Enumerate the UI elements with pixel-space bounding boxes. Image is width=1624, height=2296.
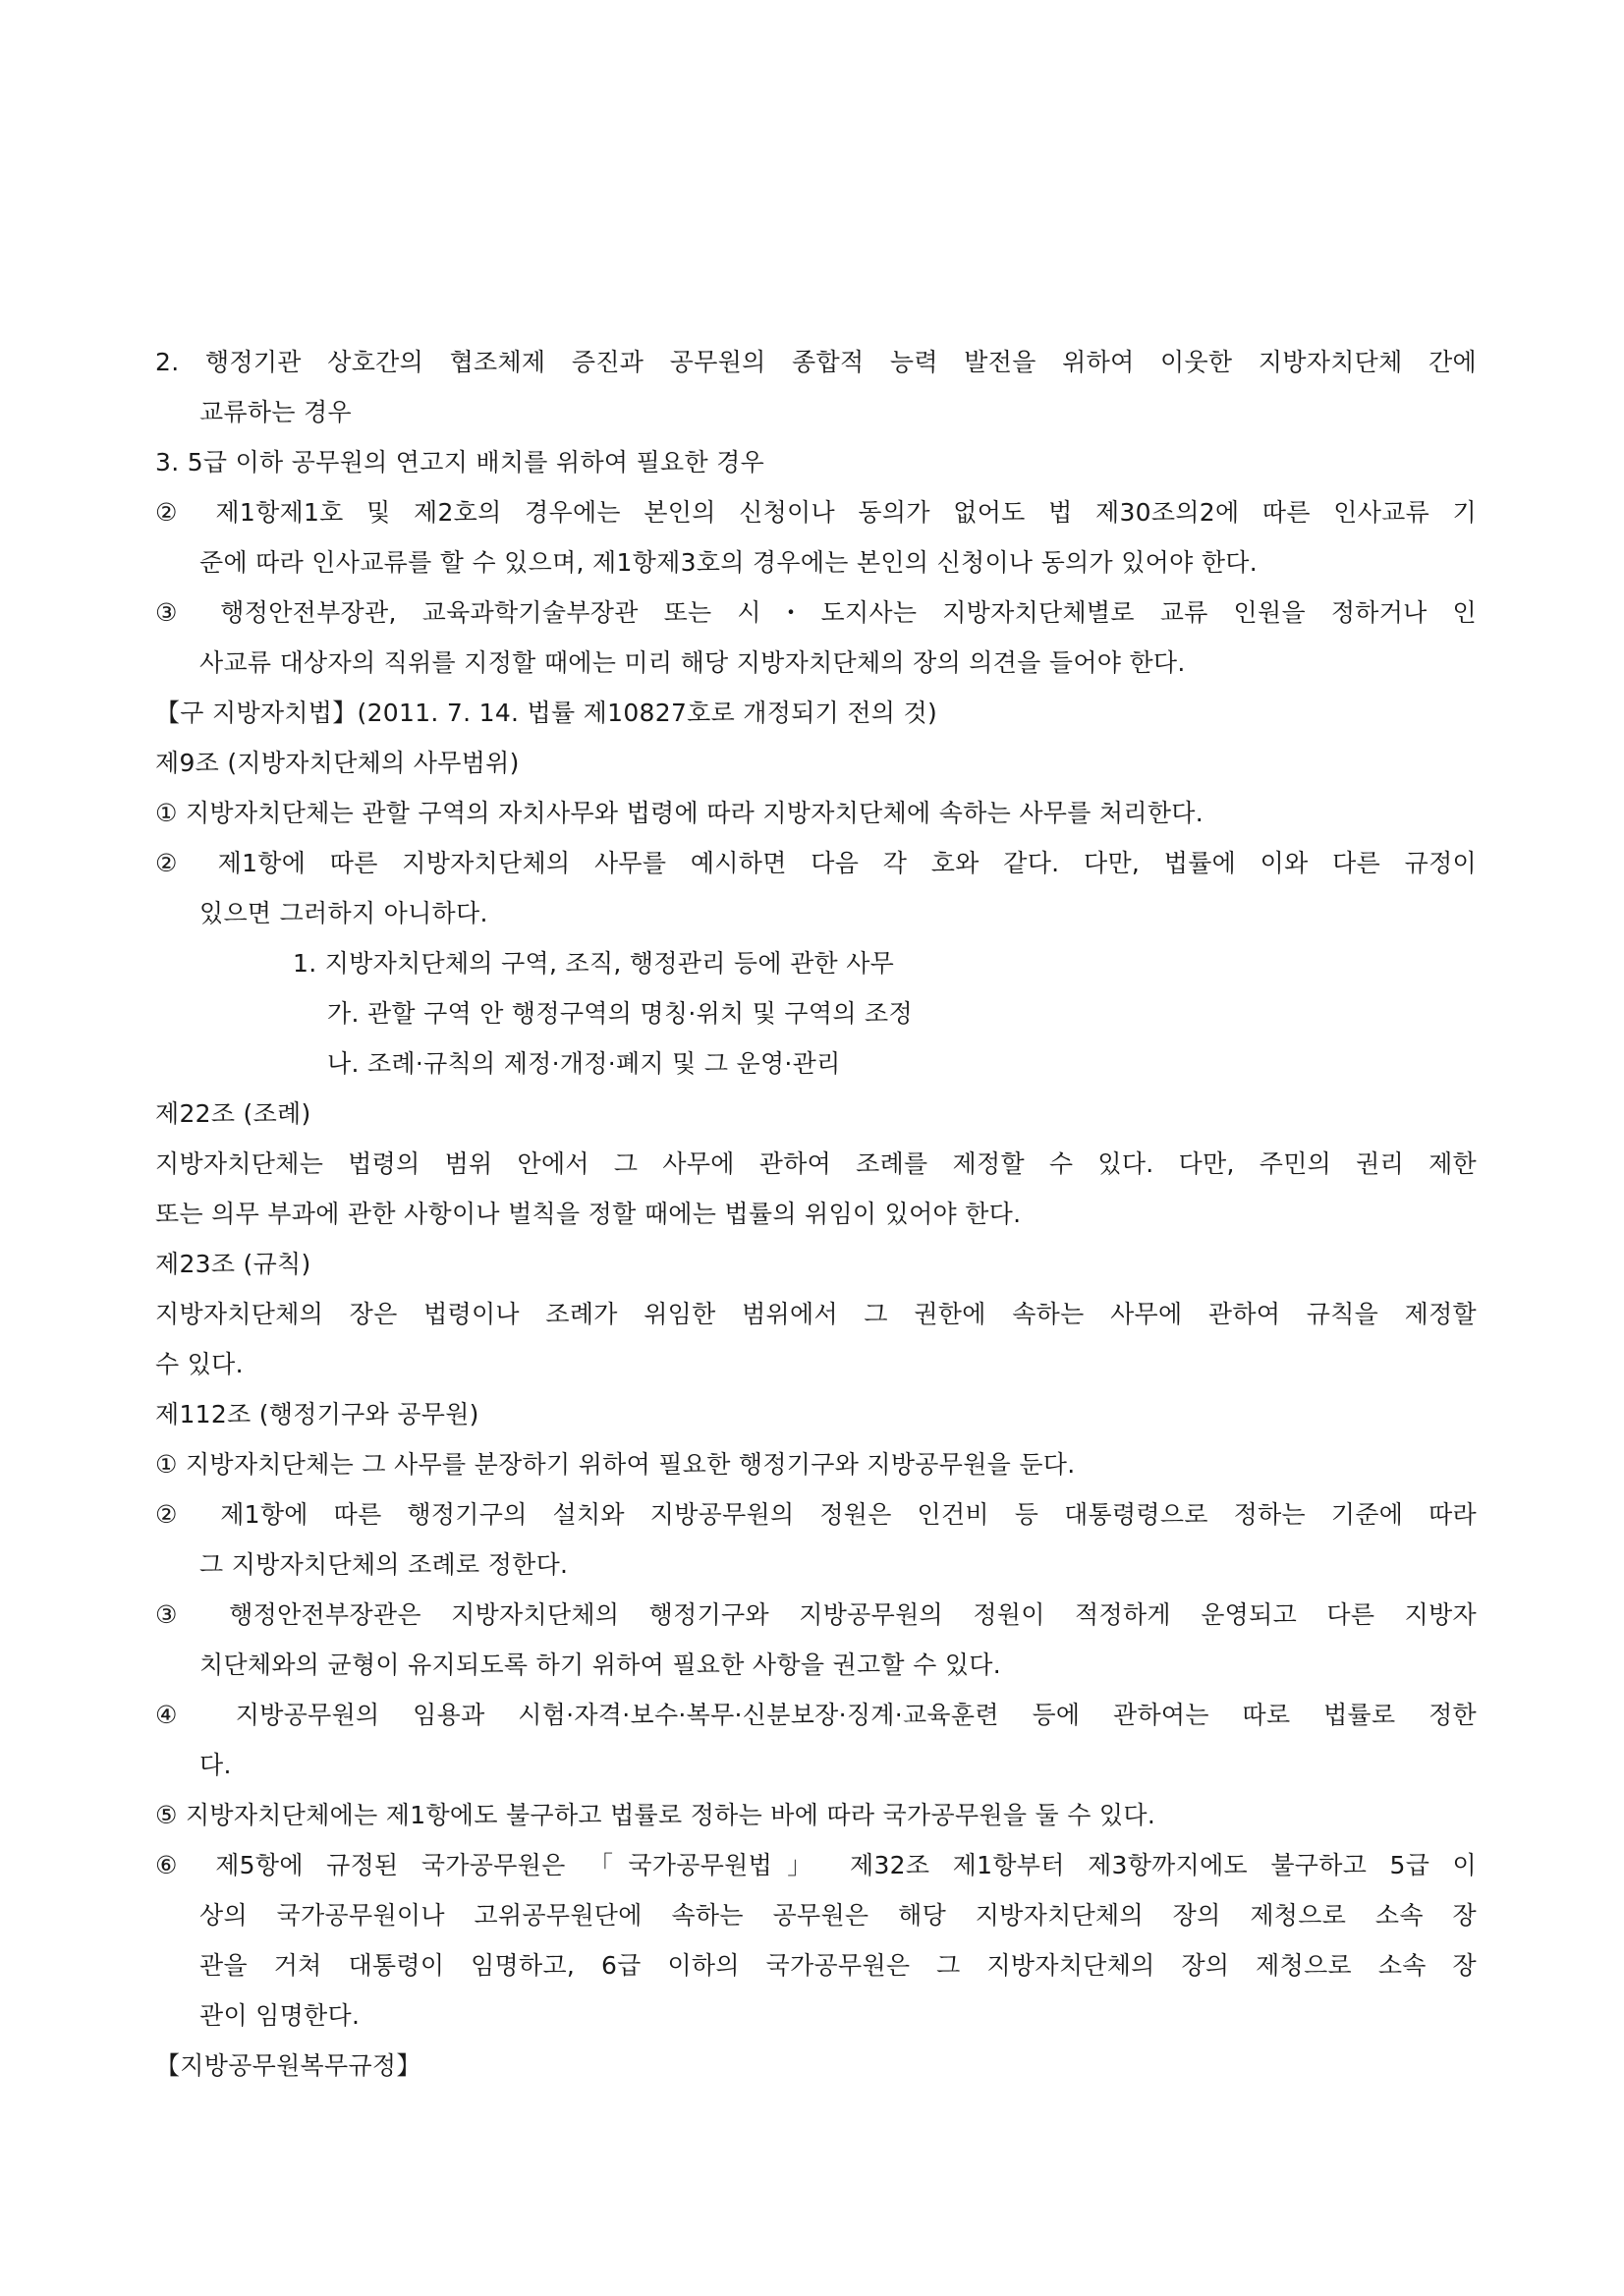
section-heading-local-autonomy-act: 【구 지방자치법】(2011. 7. 14. 법률 제10827호로 개정되기 전의 것) [155, 699, 937, 727]
article-112-paragraph-5: ⑤ 지방자치단체에는 제1항에도 불구하고 법률로 정하는 바에 따라 국가공무원을 둘 수 있다. [155, 1801, 1156, 1829]
article-112-paragraph-2-continuation: 그 지방자치단체의 조례로 정한다. [199, 1550, 569, 1579]
article-112-paragraph-3-continuation: 치단체와의 균형이 유지되도록 하기 위하여 필요한 사항을 권고할 수 있다. [199, 1651, 1001, 1679]
article-9-paragraph-2: ② 제1항에 따른 지방자치단체의 사무를 예시하면 다음 각 호와 같다. 다만, 법률에 이와 다른 규정이 [155, 849, 1477, 877]
article-9-subitem-ga: 가. 관할 구역 안 행정구역의 명칭·위치 및 구역의 조정 [327, 999, 913, 1028]
article-112-paragraph-4-continuation: 다. [199, 1751, 232, 1779]
article-heading-9: 제9조 (지방자치단체의 사무범위) [155, 749, 520, 777]
article-heading-23: 제23조 (규칙) [155, 1250, 311, 1278]
list-item-2-continuation: 교류하는 경우 [199, 398, 352, 426]
section-heading-service-regulations: 【지방공무원복무규정】 [155, 2051, 421, 2080]
article-112-paragraph-2: ② 제1항에 따른 행정기구의 설치와 지방공무원의 정원은 인건비 등 대통령령으로 정하는 기준에 따라 [155, 1500, 1477, 1529]
article-heading-112: 제112조 (행정기구와 공무원) [155, 1400, 479, 1428]
list-item-2: 2. 행정기관 상호간의 협조체제 증진과 공무원의 종합적 능력 발전을 위하여 이웃한 지방자치단체 간에 [155, 348, 1477, 376]
article-112-paragraph-3: ③ 행정안전부장관은 지방자치단체의 행정기구와 지방공무원의 정원이 적정하게 운영되고 다른 지방자 [155, 1600, 1477, 1629]
article-heading-22: 제22조 (조례) [155, 1099, 311, 1128]
paragraph-3: ③ 행정안전부장관, 교육과학기술부장관 또는 시・도지사는 지방자치단체별로 교류 인원을 정하거나 인 [155, 598, 1477, 627]
article-22-text: 지방자치단체는 법령의 범위 안에서 그 사무에 관하여 조례를 제정할 수 있다. 다만, 주민의 권리 제한 [155, 1149, 1477, 1178]
paragraph-2: ② 제1항제1호 및 제2호의 경우에는 본인의 신청이나 동의가 없어도 법 제30조의2에 따른 인사교류 기 [155, 498, 1477, 527]
article-112-paragraph-6-continuation-3: 관이 임명한다. [199, 2001, 361, 2030]
article-23-text-continuation: 수 있다. [155, 1350, 244, 1378]
article-112-paragraph-6-continuation-2: 관을 거쳐 대통령이 임명하고, 6급 이하의 국가공무원은 그 지방자치단체의 장의 제청으로 소속 장 [199, 1951, 1477, 1980]
article-9-subitem-na: 나. 조례·규칙의 제정·개정·폐지 및 그 운영·관리 [327, 1049, 841, 1078]
article-112-paragraph-1: ① 지방자치단체는 그 사무를 분장하기 위하여 필요한 행정기구와 지방공무원을 둔다. [155, 1450, 1076, 1479]
article-112-paragraph-6: ⑥ 제5항에 규정된 국가공무원은 「국가공무원법」 제32조 제1항부터 제3항까지에도 불구하고 5급 이 [155, 1851, 1477, 1879]
article-9-paragraph-1: ① 지방자치단체는 관할 구역의 자치사무와 법령에 따라 지방자치단체에 속하는 사무를 처리한다. [155, 799, 1204, 827]
article-112-paragraph-6-continuation-1: 상의 국가공무원이나 고위공무원단에 속하는 공무원은 해당 지방자치단체의 장의 제청으로 소속 장 [199, 1901, 1477, 1930]
document-body [155, 337, 1477, 2091]
article-9-item-1: 1. 지방자치단체의 구역, 조직, 행정관리 등에 관한 사무 [293, 949, 895, 978]
article-23-text: 지방자치단체의 장은 법령이나 조례가 위임한 범위에서 그 권한에 속하는 사무에 관하여 규칙을 제정할 [155, 1300, 1477, 1328]
list-item-3: 3. 5급 이하 공무원의 연고지 배치를 위하여 필요한 경우 [155, 448, 765, 476]
article-112-paragraph-4: ④ 지방공무원의 임용과 시험·자격·보수·복무·신분보장·징계·교육훈련 등에 관하여는 따로 법률로 정한 [155, 1701, 1477, 1729]
paragraph-2-continuation: 준에 따라 인사교류를 할 수 있으며, 제1항제3호의 경우에는 본인의 신청이나 동의가 있어야 한다. [199, 548, 1258, 577]
article-22-text-continuation: 또는 의무 부과에 관한 사항이나 벌칙을 정할 때에는 법률의 위임이 있어야 한다. [155, 1200, 1022, 1228]
paragraph-3-continuation: 사교류 대상자의 직위를 지정할 때에는 미리 해당 지방자치단체의 장의 의견을 들어야 한다. [199, 648, 1186, 677]
article-9-paragraph-2-continuation: 있으면 그러하지 아니하다. [199, 899, 488, 927]
